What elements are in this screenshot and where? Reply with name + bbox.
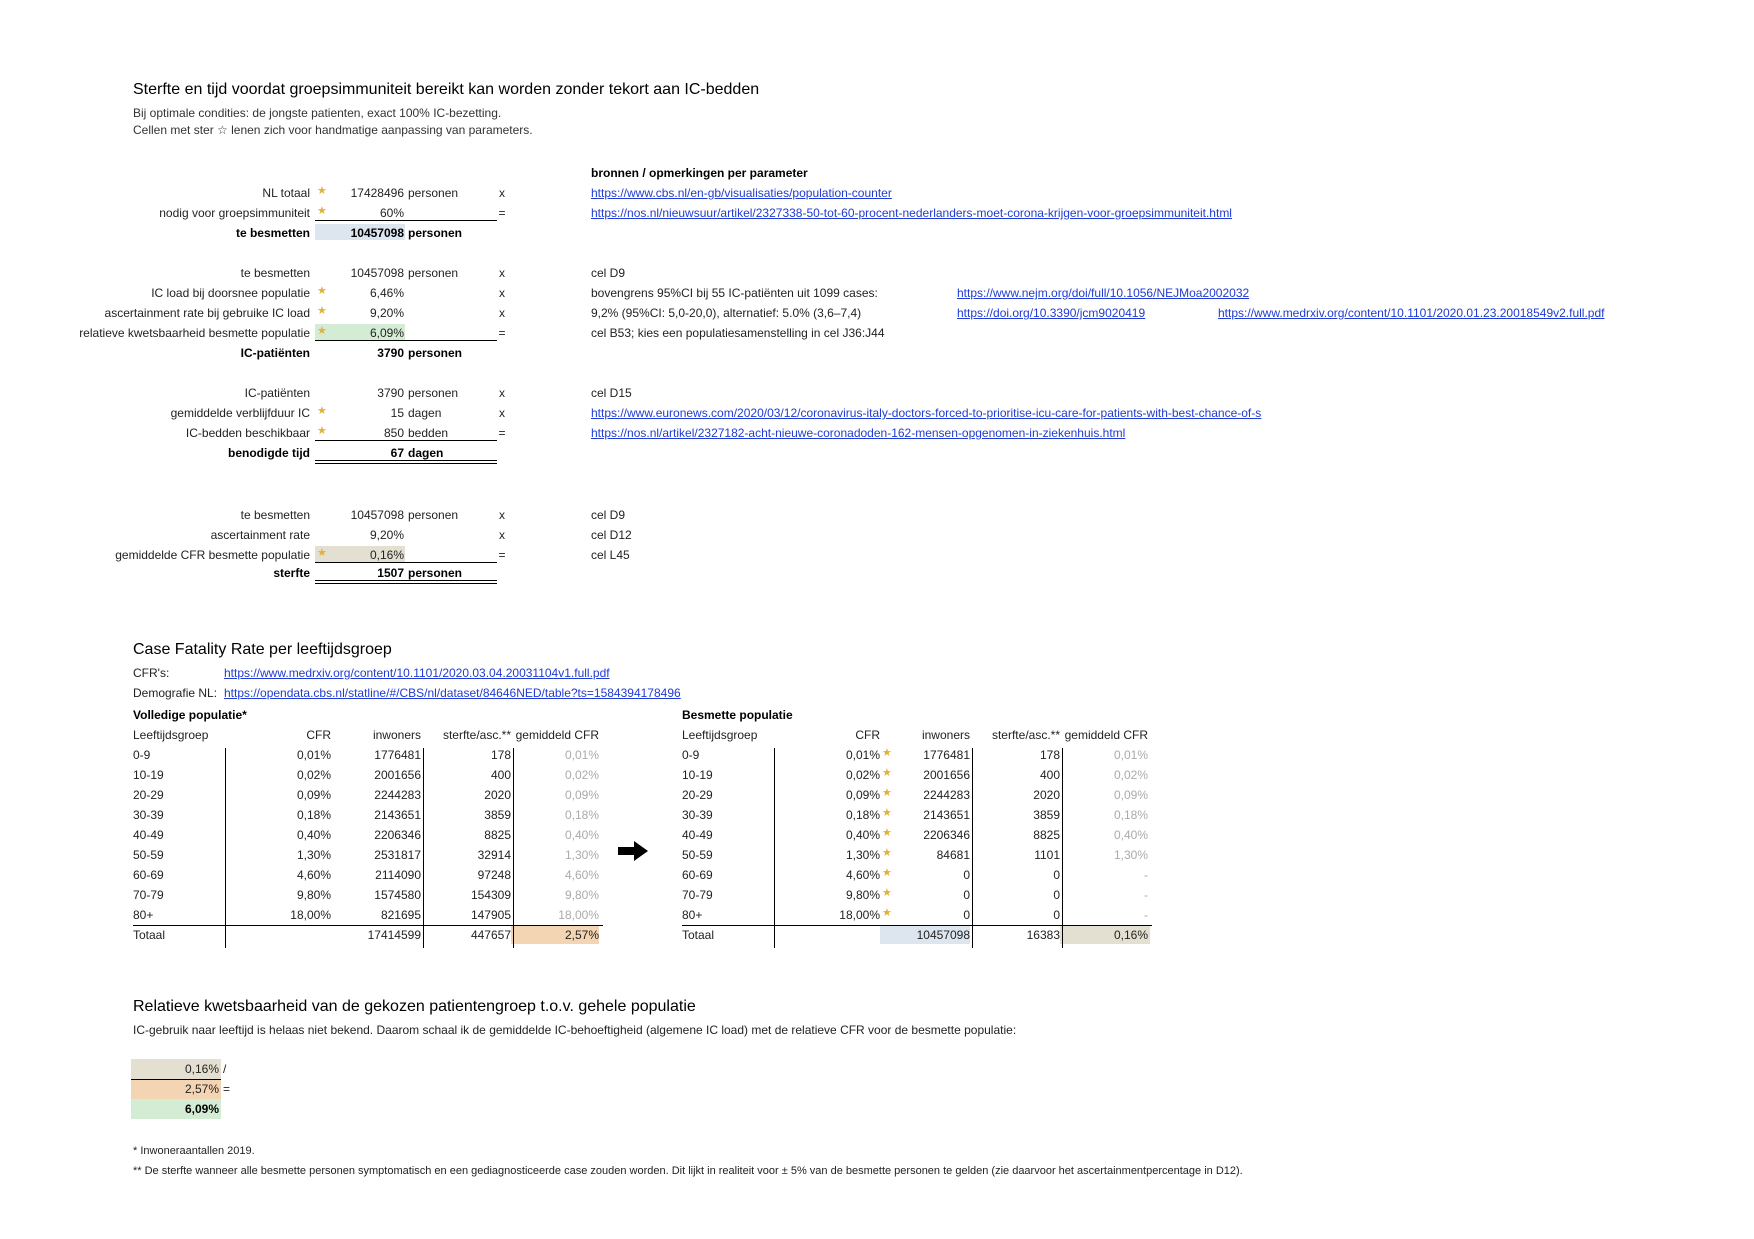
- table-cell: 0,01%: [296, 748, 331, 762]
- table-cell: 18,00%: [839, 908, 880, 922]
- result-unit: personen: [408, 346, 463, 360]
- result-label: benodigde tijd: [228, 446, 310, 460]
- underline: [315, 562, 497, 563]
- operator: =: [498, 206, 506, 220]
- param-label: ascertainment rate: [210, 528, 310, 542]
- table-cell: 2114090: [375, 868, 421, 882]
- table-cell: 400: [1039, 768, 1060, 782]
- star-icon: ★: [882, 827, 892, 839]
- cfr-label: CFR's:: [133, 666, 170, 680]
- table-vline: [1062, 748, 1063, 948]
- table-cell: 32914: [477, 848, 511, 862]
- operator: x: [499, 406, 505, 420]
- table-cell: 0,18%: [1113, 808, 1148, 822]
- section1-subtitle-1: Bij optimale condities: de jongste patienten, exact 100% IC-bezetting.: [133, 106, 502, 120]
- source-link[interactable]: https://www.medrxiv.org/content/10.1101/2020.01.23.20018549v2.full.pdf: [1218, 306, 1605, 320]
- operator: x: [499, 286, 505, 300]
- param-value: 10457098: [350, 508, 404, 522]
- param-label: gemiddelde verblijfduur IC: [170, 406, 310, 420]
- star-icon: ★: [317, 547, 327, 559]
- table-cell: 40-49: [133, 828, 164, 842]
- table-cell: 10-19: [682, 768, 713, 782]
- footnote-2: ** De sterfte wanneer alle besmette personen symptomatisch en een gediagnosticeerde case zouden worden. Dit lijkt in realiteit voor ± 5% van de besmette personen te gelden (zie daarvoor het ascertainmentpercentage in D12).: [133, 1165, 1243, 1177]
- table-cell: 2244283: [374, 788, 421, 802]
- table-cell: 97248: [477, 868, 511, 882]
- source-note: bovengrens 95%CI bij 55 IC-patiënten uit 1099 cases:: [591, 286, 878, 300]
- table-cell: 2001656: [374, 768, 421, 782]
- table-cell: 70-79: [682, 888, 713, 902]
- table-cell: 178: [490, 748, 511, 762]
- table-cell: 50-59: [133, 848, 164, 862]
- table-cell: 10-19: [133, 768, 164, 782]
- ratio-result: 6,09%: [184, 1102, 219, 1116]
- table-cell: 0-9: [682, 748, 700, 762]
- source-link[interactable]: https://www.cbs.nl/en-gb/visualisaties/population-counter: [591, 186, 892, 200]
- table-title: Volledige populatie*: [133, 708, 247, 722]
- table-cell: 30-39: [133, 808, 164, 822]
- table-cell: 2531817: [374, 848, 421, 862]
- table-cell: 40-49: [682, 828, 713, 842]
- table-cell: 0: [963, 908, 970, 922]
- column-header: CFR: [855, 728, 880, 742]
- table-cell: 0,01%: [845, 748, 880, 762]
- param-value: 10457098: [350, 266, 404, 280]
- table-cell: 1,30%: [564, 848, 599, 862]
- param-label: gemiddelde CFR besmette populatie: [115, 548, 310, 562]
- table-cell: 4,60%: [845, 868, 880, 882]
- divide-operator: /: [223, 1062, 227, 1076]
- table-cell: 18,00%: [558, 908, 599, 922]
- star-icon: ★: [317, 205, 327, 217]
- table-cell: 0: [1053, 888, 1060, 902]
- demografie-label: Demografie NL:: [133, 686, 218, 700]
- result-value: 3790: [377, 346, 404, 360]
- table-cell: -: [1144, 888, 1148, 902]
- table-cell: 0,18%: [564, 808, 599, 822]
- table-vline: [774, 748, 775, 948]
- operator: =: [498, 426, 506, 440]
- star-icon: ★: [882, 887, 892, 899]
- star-icon: ★: [882, 847, 892, 859]
- table-cell: 0,09%: [1113, 788, 1148, 802]
- table-cell: 2206346: [374, 828, 421, 842]
- column-header: Leeftijdsgroep: [682, 728, 758, 742]
- table-title: Besmette populatie: [682, 708, 793, 722]
- result-label: IC-patiënten: [240, 346, 310, 360]
- result-unit: personen: [408, 566, 463, 580]
- table-vline: [972, 748, 973, 948]
- table-cell: 0,40%: [1113, 828, 1148, 842]
- table-cell: 1,30%: [1113, 848, 1148, 862]
- table-cell: 1776481: [923, 748, 970, 762]
- table-cell: 2244283: [923, 788, 970, 802]
- param-value[interactable]: 17428496: [350, 186, 404, 200]
- table-cell: 60-69: [133, 868, 164, 882]
- operator: =: [498, 326, 506, 340]
- table-cell: 2143651: [923, 808, 970, 822]
- star-icon: ★: [882, 747, 892, 759]
- result-value: 1507: [377, 566, 404, 580]
- table-cell: 9,80%: [296, 888, 331, 902]
- param-label: nodig voor groepsimmuniteit: [159, 206, 310, 220]
- table-cell: 20-29: [682, 788, 713, 802]
- section1-subtitle-2: Cellen met ster ☆ lenen zich voor handmatige aanpassing van parameters.: [133, 123, 533, 137]
- star-icon: ★: [317, 305, 327, 317]
- table-cell: 0,02%: [1113, 768, 1148, 782]
- param-value[interactable]: 6,46%: [369, 286, 404, 300]
- table-vline: [225, 748, 226, 948]
- table-cell: 2143651: [374, 808, 421, 822]
- star-icon: ★: [317, 285, 327, 297]
- arrow-right-icon: [618, 841, 648, 861]
- table-cell: 0,02%: [296, 768, 331, 782]
- table-cell: 1,30%: [296, 848, 331, 862]
- table-cell: 9,80%: [564, 888, 599, 902]
- operator: x: [499, 306, 505, 320]
- result-label: sterfte: [273, 566, 310, 580]
- table-total-cell: 0,16%: [1113, 928, 1148, 942]
- table-cell: 0,40%: [564, 828, 599, 842]
- star-icon: ★: [317, 325, 327, 337]
- table-cell: 1101: [1034, 848, 1060, 862]
- table-cell: 0,01%: [564, 748, 599, 762]
- sources-header: bronnen / opmerkingen per parameter: [591, 166, 808, 180]
- param-unit: personen: [408, 186, 459, 200]
- source-note: 9,2% (95%CI: 5,0-20,0), alternatief: 5.0% (3,6–7,4): [591, 306, 862, 320]
- param-label: relatieve kwetsbaarheid besmette populatie: [79, 326, 310, 340]
- table-cell: 0,09%: [845, 788, 880, 802]
- table-cell: 1574580: [374, 888, 421, 902]
- operator: x: [499, 266, 505, 280]
- table-cell: 4,60%: [564, 868, 599, 882]
- result-unit: personen: [408, 226, 463, 240]
- underline: [315, 440, 497, 441]
- operator: x: [499, 528, 505, 542]
- section1-title: Sterfte en tijd voordat groepsimmuniteit bereikt kan worden zonder tekort aan IC-bedden: [133, 81, 760, 98]
- table-cell: 0: [1053, 868, 1060, 882]
- table-total-line: [682, 925, 1152, 926]
- star-icon: ★: [882, 787, 892, 799]
- table-cell: 8825: [1033, 828, 1060, 842]
- underline: [315, 220, 497, 221]
- star-icon: ★: [882, 867, 892, 879]
- result-value: 67: [390, 446, 404, 460]
- param-label: IC load bij doorsnee populatie: [151, 286, 310, 300]
- param-label: te besmetten: [240, 508, 310, 522]
- source-note: cel D9: [591, 266, 626, 280]
- table-cell: 0: [1053, 908, 1060, 922]
- underline: [131, 1079, 221, 1080]
- column-header: sterfte/asc.**: [442, 728, 511, 742]
- column-header: inwoners: [921, 728, 970, 742]
- table-cell: 400: [490, 768, 511, 782]
- param-label: te besmetten: [240, 266, 310, 280]
- table-cell: 147905: [470, 908, 511, 922]
- table-total-line: [133, 925, 603, 926]
- operator: x: [499, 186, 505, 200]
- param-value[interactable]: 9,20%: [369, 306, 404, 320]
- param-value[interactable]: 0,16%: [369, 548, 404, 562]
- table-vline: [423, 748, 424, 948]
- table-cell: 84681: [936, 848, 970, 862]
- source-link[interactable]: https://www.nejm.org/doi/full/10.1056/NEJMoa2002032: [957, 286, 1250, 300]
- source-note: cel D12: [591, 528, 632, 542]
- table-cell: 4,60%: [296, 868, 331, 882]
- param-value: 3790: [377, 386, 404, 400]
- section3-title: Relatieve kwetsbaarheid van de gekozen patientengroep t.o.v. gehele populatie: [133, 998, 696, 1015]
- table-cell: 2001656: [923, 768, 970, 782]
- table-cell: 50-59: [682, 848, 713, 862]
- table-cell: 178: [1039, 748, 1060, 762]
- ratio-denominator: 2,57%: [184, 1082, 219, 1096]
- footnote-1: * Inwoneraantallen 2019.: [133, 1145, 255, 1157]
- param-label: IC-patiënten: [244, 386, 310, 400]
- demografie-link[interactable]: https://opendata.cbs.nl/statline/#/CBS/nl/dataset/84646NED/table?ts=1584394178496: [224, 686, 681, 700]
- table-cell: 70-79: [133, 888, 164, 902]
- table-cell: 0-9: [133, 748, 151, 762]
- table-cell: 0,40%: [845, 828, 880, 842]
- table-total-cell: 447657: [470, 928, 511, 942]
- column-header: CFR: [306, 728, 331, 742]
- table-cell: 2020: [484, 788, 511, 802]
- table-cell: 0: [963, 888, 970, 902]
- column-header: Leeftijdsgroep: [133, 728, 209, 742]
- table-total-cell: Totaal: [682, 928, 715, 942]
- source-link[interactable]: https://nos.nl/nieuwsuur/artikel/2327338-50-tot-60-procent-nederlanders-moet-corona-krijgen-voor-groepsimmuniteit.html: [591, 206, 1232, 220]
- source-note: cel D9: [591, 508, 626, 522]
- table-cell: 1776481: [374, 748, 421, 762]
- section3-subtitle: IC-gebruik naar leeftijd is helaas niet bekend. Daarom schaal ik de gemiddelde IC-behoeftigheid (algemene IC load) met de relatieve CFR voor de besmette populatie:: [133, 1023, 1017, 1037]
- param-unit: personen: [408, 508, 459, 522]
- table-cell: 154309: [470, 888, 511, 902]
- source-note: cel D15: [591, 386, 632, 400]
- table-cell: 8825: [484, 828, 511, 842]
- star-icon: ★: [882, 767, 892, 779]
- table-cell: -: [1144, 868, 1148, 882]
- table-total-cell: 17414599: [367, 928, 421, 942]
- underline: [315, 340, 497, 341]
- table-cell: 0,02%: [845, 768, 880, 782]
- table-total-cell: Totaal: [133, 928, 166, 942]
- table-vline: [513, 748, 514, 948]
- equals-operator: =: [223, 1082, 231, 1096]
- table-cell: 3859: [484, 808, 511, 822]
- table-cell: 80+: [133, 908, 154, 922]
- result-unit: dagen: [408, 446, 444, 460]
- star-icon: ★: [882, 907, 892, 919]
- table-cell: 9,80%: [845, 888, 880, 902]
- param-value[interactable]: 60%: [379, 206, 404, 220]
- table-cell: 0,09%: [296, 788, 331, 802]
- cfr-link[interactable]: https://www.medrxiv.org/content/10.1101/2020.03.04.20031104v1.full.pdf: [224, 666, 610, 680]
- table-cell: 30-39: [682, 808, 713, 822]
- column-header: gemiddeld CFR: [515, 728, 599, 742]
- table-cell: 60-69: [682, 868, 713, 882]
- operator: x: [499, 508, 505, 522]
- table-cell: 0,40%: [296, 828, 331, 842]
- param-value[interactable]: 850: [383, 426, 404, 440]
- table-cell: 80+: [682, 908, 703, 922]
- param-value[interactable]: 6,09%: [369, 326, 404, 340]
- section2-title: Case Fatality Rate per leeftijdsgroep: [133, 641, 392, 658]
- result-label: te besmetten: [235, 226, 310, 240]
- star-icon: ★: [882, 807, 892, 819]
- source-link[interactable]: https://nos.nl/artikel/2327182-acht-nieuwe-coronadoden-162-mensen-opgenomen-in-ziekenhuis.html: [591, 426, 1126, 440]
- param-label: NL totaal: [262, 186, 310, 200]
- param-label: IC-bedden beschikbaar: [185, 426, 310, 440]
- param-value[interactable]: 15: [390, 406, 404, 420]
- column-header: sterfte/asc.**: [991, 728, 1060, 742]
- table-cell: 0,02%: [564, 768, 599, 782]
- star-icon: ★: [317, 405, 327, 417]
- ratio-numerator: 0,16%: [184, 1062, 219, 1076]
- param-unit: dagen: [408, 406, 442, 420]
- column-header: inwoners: [372, 728, 421, 742]
- table-total-cell: 2,57%: [564, 928, 599, 942]
- double-underline: [315, 580, 497, 584]
- table-total-cell: 10457098: [916, 928, 970, 942]
- result-value: 10457098: [350, 226, 404, 240]
- table-cell: 2206346: [923, 828, 970, 842]
- table-cell: 20-29: [133, 788, 164, 802]
- operator: =: [498, 548, 506, 562]
- table-cell: 3859: [1033, 808, 1060, 822]
- table-cell: 821695: [380, 908, 421, 922]
- param-value: 9,20%: [369, 528, 404, 542]
- table-cell: 0,18%: [845, 808, 880, 822]
- table-cell: 2020: [1033, 788, 1060, 802]
- column-header: gemiddeld CFR: [1064, 728, 1148, 742]
- table-total-cell: 16383: [1026, 928, 1060, 942]
- source-link[interactable]: https://www.euronews.com/2020/03/12/coronavirus-italy-doctors-forced-to-prioritise-icu-care-for-patients-with-best-chance-of-s: [591, 406, 1262, 420]
- operator: x: [499, 386, 505, 400]
- table-cell: 0,18%: [296, 808, 331, 822]
- star-icon: ★: [317, 425, 327, 437]
- table-cell: 0: [963, 868, 970, 882]
- table-cell: -: [1144, 908, 1148, 922]
- table-cell: 1,30%: [845, 848, 880, 862]
- param-unit: personen: [408, 266, 459, 280]
- table-cell: 18,00%: [290, 908, 331, 922]
- star-icon: ★: [317, 185, 327, 197]
- double-underline: [315, 460, 497, 464]
- table-cell: 0,01%: [1113, 748, 1148, 762]
- table-cell: 0,09%: [564, 788, 599, 802]
- source-link[interactable]: https://doi.org/10.3390/jcm9020419: [957, 306, 1146, 320]
- param-unit: personen: [408, 386, 459, 400]
- param-label: ascertainment rate bij gebruike IC load: [104, 306, 310, 320]
- source-note: cel L45: [591, 548, 630, 562]
- param-unit: bedden: [408, 426, 449, 440]
- source-note: cel B53; kies een populatiesamenstelling in cel J36:J44: [591, 326, 885, 340]
